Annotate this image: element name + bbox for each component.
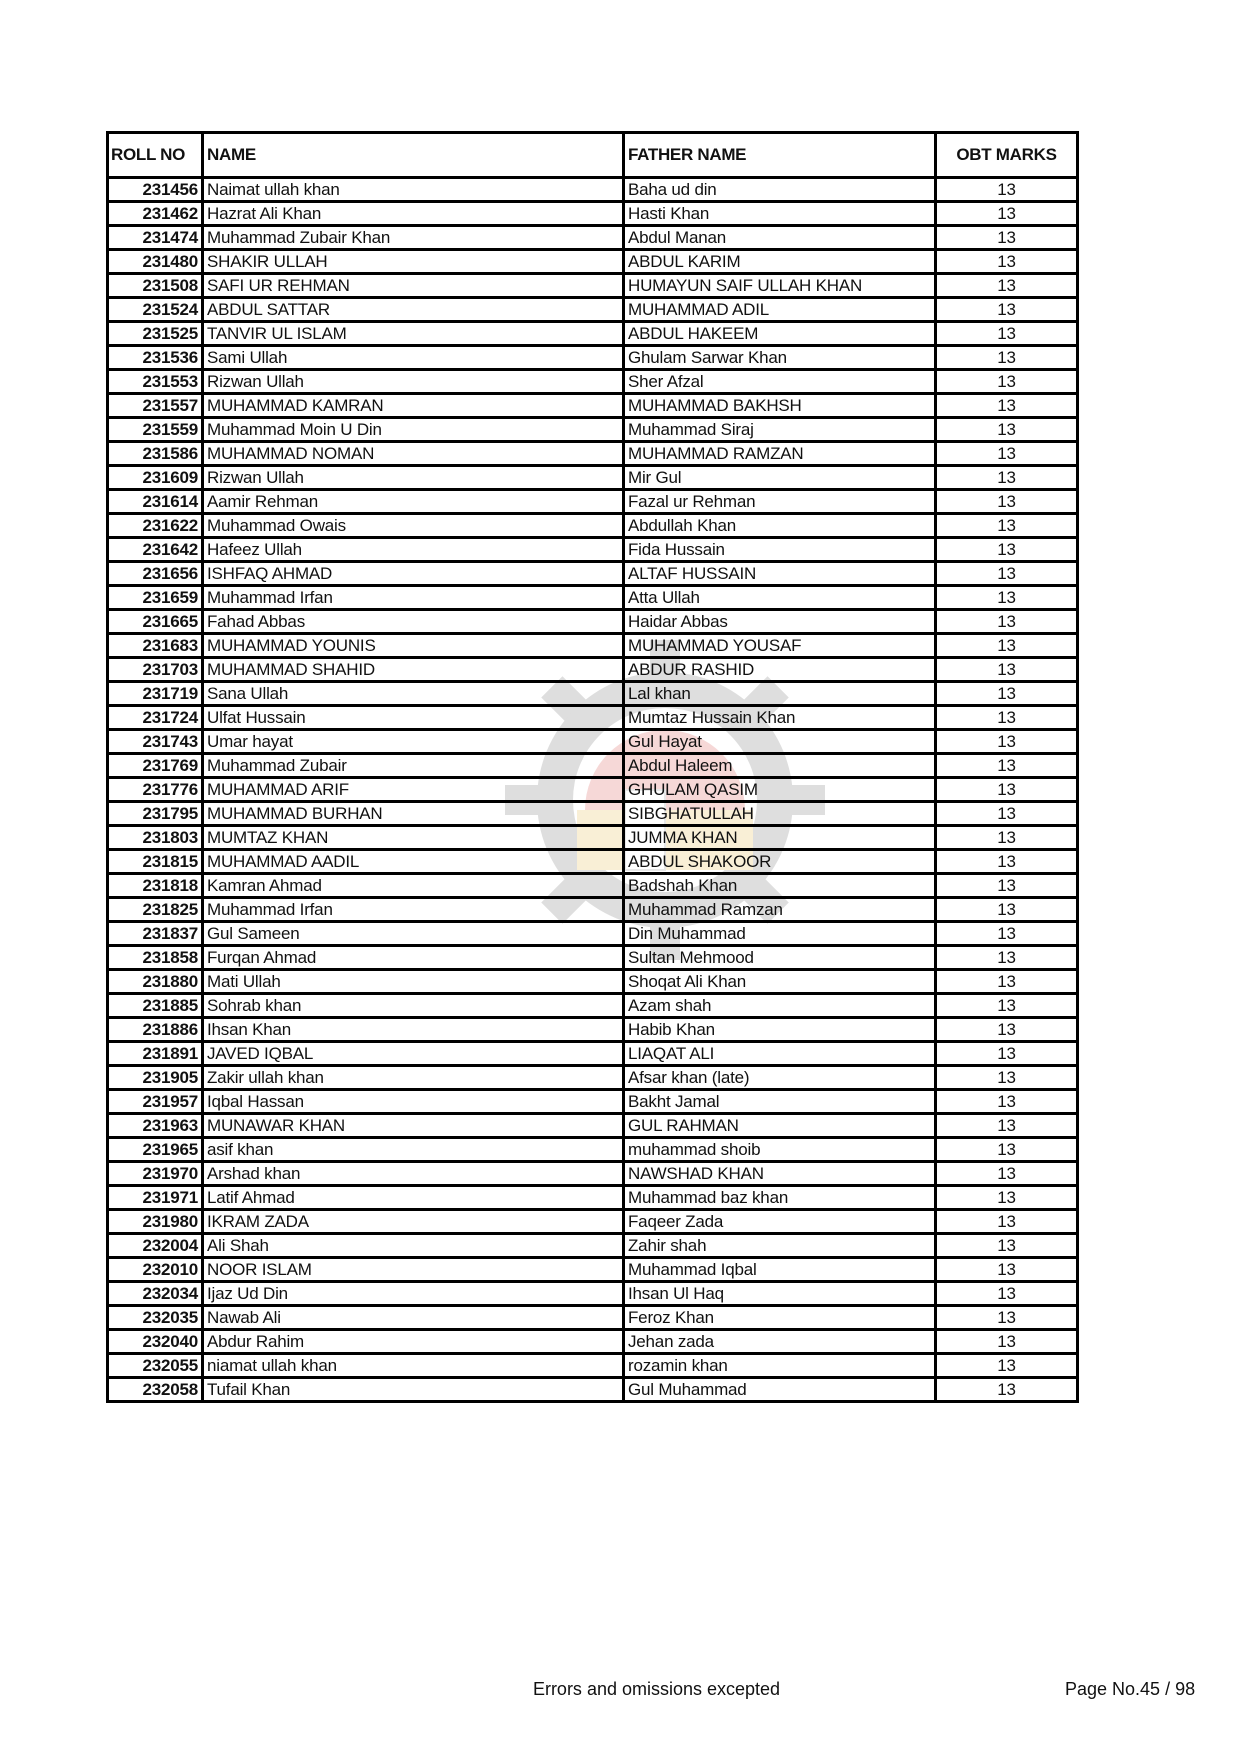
cell-father-name: Hasti Khan (624, 202, 936, 226)
header-obt-marks: OBT MARKS (936, 133, 1078, 178)
cell-roll-no: 231609 (108, 466, 203, 490)
cell-roll-no: 231474 (108, 226, 203, 250)
cell-name: Mati Ullah (203, 970, 624, 994)
cell-father-name: LIAQAT ALI (624, 1042, 936, 1066)
cell-obt-marks: 13 (936, 274, 1078, 298)
cell-father-name: GUL RAHMAN (624, 1114, 936, 1138)
cell-father-name: Baha ud din (624, 178, 936, 202)
cell-father-name: Bakht Jamal (624, 1090, 936, 1114)
table-row (108, 922, 1078, 946)
cell-roll-no: 231825 (108, 898, 203, 922)
cell-father-name: Abdullah Khan (624, 514, 936, 538)
cell-name: MUHAMMAD AADIL (203, 850, 624, 874)
table-row (108, 562, 1078, 586)
cell-father-name: Sher Afzal (624, 370, 936, 394)
cell-roll-no: 231971 (108, 1186, 203, 1210)
cell-name: asif khan (203, 1138, 624, 1162)
table-row (108, 610, 1078, 634)
cell-roll-no: 231818 (108, 874, 203, 898)
cell-name: Hazrat Ali Khan (203, 202, 624, 226)
header-roll-no: ROLL NO (108, 133, 203, 178)
cell-name: niamat ullah khan (203, 1354, 624, 1378)
page-number: Page No.45 / 98 (1065, 1679, 1196, 1699)
table-row (108, 1282, 1078, 1306)
table-row (108, 442, 1078, 466)
cell-roll-no: 231614 (108, 490, 203, 514)
cell-father-name: JUMMA KHAN (624, 826, 936, 850)
cell-roll-no: 232004 (108, 1234, 203, 1258)
cell-roll-no: 231970 (108, 1162, 203, 1186)
cell-name: Fahad Abbas (203, 610, 624, 634)
cell-obt-marks: 13 (936, 538, 1078, 562)
table-row (108, 1066, 1078, 1090)
cell-obt-marks: 13 (936, 226, 1078, 250)
cell-father-name: Ghulam Sarwar Khan (624, 346, 936, 370)
cell-father-name: Fazal ur Rehman (624, 490, 936, 514)
cell-obt-marks: 13 (936, 322, 1078, 346)
cell-obt-marks: 13 (936, 346, 1078, 370)
cell-father-name: MUHAMMAD YOUSAF (624, 634, 936, 658)
cell-name: Muhammad Zubair Khan (203, 226, 624, 250)
cell-roll-no: 231642 (108, 538, 203, 562)
cell-father-name: rozamin khan (624, 1354, 936, 1378)
table-row (108, 370, 1078, 394)
cell-obt-marks: 13 (936, 1066, 1078, 1090)
cell-obt-marks: 13 (936, 1306, 1078, 1330)
cell-name: Aamir Rehman (203, 490, 624, 514)
cell-name: Muhammad Owais (203, 514, 624, 538)
cell-obt-marks: 13 (936, 394, 1078, 418)
cell-roll-no: 231559 (108, 418, 203, 442)
cell-name: MUHAMMAD SHAHID (203, 658, 624, 682)
cell-obt-marks: 13 (936, 1378, 1078, 1402)
cell-obt-marks: 13 (936, 1354, 1078, 1378)
cell-name: Zakir ullah khan (203, 1066, 624, 1090)
cell-obt-marks: 13 (936, 250, 1078, 274)
cell-roll-no: 231724 (108, 706, 203, 730)
cell-obt-marks: 13 (936, 178, 1078, 202)
cell-roll-no: 231524 (108, 298, 203, 322)
cell-obt-marks: 13 (936, 298, 1078, 322)
cell-obt-marks: 13 (936, 1162, 1078, 1186)
cell-obt-marks: 13 (936, 658, 1078, 682)
cell-obt-marks: 13 (936, 802, 1078, 826)
cell-father-name: Muhammad Iqbal (624, 1258, 936, 1282)
cell-roll-no: 231656 (108, 562, 203, 586)
cell-roll-no: 231586 (108, 442, 203, 466)
cell-father-name: Azam shah (624, 994, 936, 1018)
cell-name: Latif Ahmad (203, 1186, 624, 1210)
cell-roll-no: 232034 (108, 1282, 203, 1306)
table-body (108, 178, 1078, 1402)
cell-obt-marks: 13 (936, 370, 1078, 394)
cell-roll-no: 231815 (108, 850, 203, 874)
cell-roll-no: 231886 (108, 1018, 203, 1042)
cell-roll-no: 231957 (108, 1090, 203, 1114)
header-name: NAME (203, 133, 624, 178)
table-row (108, 418, 1078, 442)
cell-roll-no: 231553 (108, 370, 203, 394)
cell-roll-no: 231980 (108, 1210, 203, 1234)
table-row (108, 490, 1078, 514)
cell-name: Muhammad Irfan (203, 586, 624, 610)
cell-name: MUMTAZ KHAN (203, 826, 624, 850)
cell-obt-marks: 13 (936, 1138, 1078, 1162)
cell-obt-marks: 13 (936, 1090, 1078, 1114)
cell-father-name: Afsar khan (late) (624, 1066, 936, 1090)
cell-father-name: Haidar Abbas (624, 610, 936, 634)
results-table (106, 131, 1079, 1403)
cell-name: Muhammad Zubair (203, 754, 624, 778)
cell-roll-no: 231776 (108, 778, 203, 802)
cell-father-name: Muhammad Ramzan (624, 898, 936, 922)
cell-father-name: MUHAMMAD ADIL (624, 298, 936, 322)
table-row (108, 1162, 1078, 1186)
cell-roll-no: 232040 (108, 1330, 203, 1354)
cell-father-name: Lal khan (624, 682, 936, 706)
cell-obt-marks: 13 (936, 562, 1078, 586)
cell-name: Muhammad Moin U Din (203, 418, 624, 442)
cell-father-name: Atta Ullah (624, 586, 936, 610)
cell-obt-marks: 13 (936, 730, 1078, 754)
cell-name: ABDUL SATTAR (203, 298, 624, 322)
cell-roll-no: 231622 (108, 514, 203, 538)
cell-obt-marks: 13 (936, 634, 1078, 658)
cell-name: Muhammad Irfan (203, 898, 624, 922)
cell-obt-marks: 13 (936, 1042, 1078, 1066)
table-row (108, 1210, 1078, 1234)
table-row (108, 538, 1078, 562)
cell-obt-marks: 13 (936, 1186, 1078, 1210)
table-row (108, 514, 1078, 538)
table-row (108, 1018, 1078, 1042)
table-row (108, 226, 1078, 250)
table-row (108, 346, 1078, 370)
table-row (108, 466, 1078, 490)
table-row (108, 1378, 1078, 1402)
cell-obt-marks: 13 (936, 1018, 1078, 1042)
cell-roll-no: 231462 (108, 202, 203, 226)
cell-name: IKRAM ZADA (203, 1210, 624, 1234)
cell-obt-marks: 13 (936, 586, 1078, 610)
table-row (108, 874, 1078, 898)
table-row (108, 1138, 1078, 1162)
cell-father-name: GHULAM QASIM (624, 778, 936, 802)
cell-name: Sana Ullah (203, 682, 624, 706)
table-header-row (108, 133, 1078, 178)
table-row (108, 298, 1078, 322)
cell-roll-no: 231683 (108, 634, 203, 658)
header-father-name: FATHER NAME (624, 133, 936, 178)
cell-roll-no: 231703 (108, 658, 203, 682)
cell-obt-marks: 13 (936, 994, 1078, 1018)
cell-obt-marks: 13 (936, 946, 1078, 970)
cell-name: MUHAMMAD ARIF (203, 778, 624, 802)
cell-roll-no: 231885 (108, 994, 203, 1018)
cell-name: Arshad khan (203, 1162, 624, 1186)
table-row (108, 1354, 1078, 1378)
table-row (108, 322, 1078, 346)
table-row (108, 994, 1078, 1018)
cell-obt-marks: 13 (936, 202, 1078, 226)
cell-name: Ihsan Khan (203, 1018, 624, 1042)
table-row (108, 634, 1078, 658)
cell-name: Abdur Rahim (203, 1330, 624, 1354)
cell-name: Tufail Khan (203, 1378, 624, 1402)
cell-name: Rizwan Ullah (203, 466, 624, 490)
cell-name: MUHAMMAD YOUNIS (203, 634, 624, 658)
cell-father-name: Muhammad baz khan (624, 1186, 936, 1210)
cell-roll-no: 231965 (108, 1138, 203, 1162)
table-row (108, 730, 1078, 754)
cell-obt-marks: 13 (936, 1114, 1078, 1138)
cell-obt-marks: 13 (936, 898, 1078, 922)
cell-obt-marks: 13 (936, 1234, 1078, 1258)
table-row (108, 274, 1078, 298)
cell-father-name: Faqeer Zada (624, 1210, 936, 1234)
cell-roll-no: 231905 (108, 1066, 203, 1090)
cell-name: Ali Shah (203, 1234, 624, 1258)
cell-name: Furqan Ahmad (203, 946, 624, 970)
cell-obt-marks: 13 (936, 1330, 1078, 1354)
cell-obt-marks: 13 (936, 754, 1078, 778)
cell-father-name: HUMAYUN SAIF ULLAH KHAN (624, 274, 936, 298)
cell-roll-no: 231536 (108, 346, 203, 370)
cell-name: MUHAMMAD NOMAN (203, 442, 624, 466)
table-row (108, 970, 1078, 994)
footer-disclaimer: Errors and omissions excepted (532, 1679, 781, 1699)
cell-roll-no: 231557 (108, 394, 203, 418)
cell-father-name: Abdul Manan (624, 226, 936, 250)
cell-father-name: ABDUL HAKEEM (624, 322, 936, 346)
cell-obt-marks: 13 (936, 826, 1078, 850)
table-row (108, 706, 1078, 730)
cell-obt-marks: 13 (936, 1210, 1078, 1234)
cell-obt-marks: 13 (936, 874, 1078, 898)
cell-roll-no: 231891 (108, 1042, 203, 1066)
cell-roll-no: 231456 (108, 178, 203, 202)
cell-name: Nawab Ali (203, 1306, 624, 1330)
cell-roll-no: 231769 (108, 754, 203, 778)
cell-name: MUNAWAR KHAN (203, 1114, 624, 1138)
table-row (108, 1042, 1078, 1066)
table-row (108, 802, 1078, 826)
cell-father-name: Shoqat Ali Khan (624, 970, 936, 994)
cell-father-name: SIBGHATULLAH (624, 802, 936, 826)
cell-name: Umar hayat (203, 730, 624, 754)
cell-father-name: Badshah Khan (624, 874, 936, 898)
cell-roll-no: 231508 (108, 274, 203, 298)
cell-father-name: Gul Muhammad (624, 1378, 936, 1402)
cell-father-name: Muhammad Siraj (624, 418, 936, 442)
cell-name: ISHFAQ AHMAD (203, 562, 624, 586)
cell-obt-marks: 13 (936, 514, 1078, 538)
table-row (108, 1234, 1078, 1258)
cell-name: NOOR ISLAM (203, 1258, 624, 1282)
cell-obt-marks: 13 (936, 1282, 1078, 1306)
cell-obt-marks: 13 (936, 442, 1078, 466)
cell-father-name: Zahir shah (624, 1234, 936, 1258)
cell-obt-marks: 13 (936, 466, 1078, 490)
table-row (108, 778, 1078, 802)
cell-name: MUHAMMAD BURHAN (203, 802, 624, 826)
cell-roll-no: 231858 (108, 946, 203, 970)
cell-father-name: Fida Hussain (624, 538, 936, 562)
cell-roll-no: 231480 (108, 250, 203, 274)
table-row (108, 658, 1078, 682)
table-row (108, 250, 1078, 274)
table-row (108, 394, 1078, 418)
cell-father-name: Feroz Khan (624, 1306, 936, 1330)
cell-obt-marks: 13 (936, 1258, 1078, 1282)
table-row (108, 1114, 1078, 1138)
cell-obt-marks: 13 (936, 490, 1078, 514)
cell-father-name: Abdul Haleem (624, 754, 936, 778)
cell-roll-no: 231665 (108, 610, 203, 634)
cell-name: Ijaz Ud Din (203, 1282, 624, 1306)
table-row (108, 682, 1078, 706)
table-row (108, 826, 1078, 850)
cell-father-name: ALTAF HUSSAIN (624, 562, 936, 586)
cell-roll-no: 232035 (108, 1306, 203, 1330)
cell-father-name: Sultan Mehmood (624, 946, 936, 970)
cell-name: Sohrab khan (203, 994, 624, 1018)
cell-obt-marks: 13 (936, 706, 1078, 730)
cell-obt-marks: 13 (936, 922, 1078, 946)
cell-obt-marks: 13 (936, 610, 1078, 634)
cell-name: Kamran Ahmad (203, 874, 624, 898)
cell-name: Rizwan Ullah (203, 370, 624, 394)
cell-roll-no: 231963 (108, 1114, 203, 1138)
cell-name: SHAKIR ULLAH (203, 250, 624, 274)
cell-father-name: muhammad shoib (624, 1138, 936, 1162)
table-row (108, 850, 1078, 874)
cell-obt-marks: 13 (936, 970, 1078, 994)
cell-name: Hafeez Ullah (203, 538, 624, 562)
cell-father-name: Jehan zada (624, 1330, 936, 1354)
cell-name: SAFI UR REHMAN (203, 274, 624, 298)
table-row (108, 1306, 1078, 1330)
table-row (108, 1186, 1078, 1210)
table-row (108, 1258, 1078, 1282)
cell-roll-no: 231880 (108, 970, 203, 994)
table-row (108, 202, 1078, 226)
table-row (108, 946, 1078, 970)
cell-obt-marks: 13 (936, 682, 1078, 706)
cell-roll-no: 232058 (108, 1378, 203, 1402)
cell-obt-marks: 13 (936, 418, 1078, 442)
cell-roll-no: 231803 (108, 826, 203, 850)
cell-father-name: MUHAMMAD BAKHSH (624, 394, 936, 418)
cell-name: JAVED IQBAL (203, 1042, 624, 1066)
cell-roll-no: 231837 (108, 922, 203, 946)
cell-roll-no: 232055 (108, 1354, 203, 1378)
table-row (108, 178, 1078, 202)
cell-father-name: MUHAMMAD RAMZAN (624, 442, 936, 466)
table-row (108, 1330, 1078, 1354)
cell-name: MUHAMMAD KAMRAN (203, 394, 624, 418)
cell-name: Gul Sameen (203, 922, 624, 946)
cell-name: Ulfat Hussain (203, 706, 624, 730)
cell-name: Iqbal Hassan (203, 1090, 624, 1114)
table-row (108, 898, 1078, 922)
cell-father-name: Mir Gul (624, 466, 936, 490)
table-row (108, 1090, 1078, 1114)
cell-father-name: Habib Khan (624, 1018, 936, 1042)
cell-father-name: ABDUR RASHID (624, 658, 936, 682)
cell-father-name: Ihsan Ul Haq (624, 1282, 936, 1306)
cell-roll-no: 231525 (108, 322, 203, 346)
cell-father-name: ABDUL SHAKOOR (624, 850, 936, 874)
cell-roll-no: 231795 (108, 802, 203, 826)
cell-obt-marks: 13 (936, 778, 1078, 802)
table-row (108, 754, 1078, 778)
cell-roll-no: 232010 (108, 1258, 203, 1282)
cell-father-name: ABDUL KARIM (624, 250, 936, 274)
table-row (108, 586, 1078, 610)
cell-father-name: Mumtaz Hussain Khan (624, 706, 936, 730)
cell-roll-no: 231743 (108, 730, 203, 754)
cell-father-name: Gul Hayat (624, 730, 936, 754)
cell-father-name: Din Muhammad (624, 922, 936, 946)
cell-father-name: NAWSHAD KHAN (624, 1162, 936, 1186)
cell-name: Naimat ullah khan (203, 178, 624, 202)
cell-name: TANVIR UL ISLAM (203, 322, 624, 346)
cell-obt-marks: 13 (936, 850, 1078, 874)
cell-roll-no: 231719 (108, 682, 203, 706)
cell-roll-no: 231659 (108, 586, 203, 610)
cell-name: Sami Ullah (203, 346, 624, 370)
